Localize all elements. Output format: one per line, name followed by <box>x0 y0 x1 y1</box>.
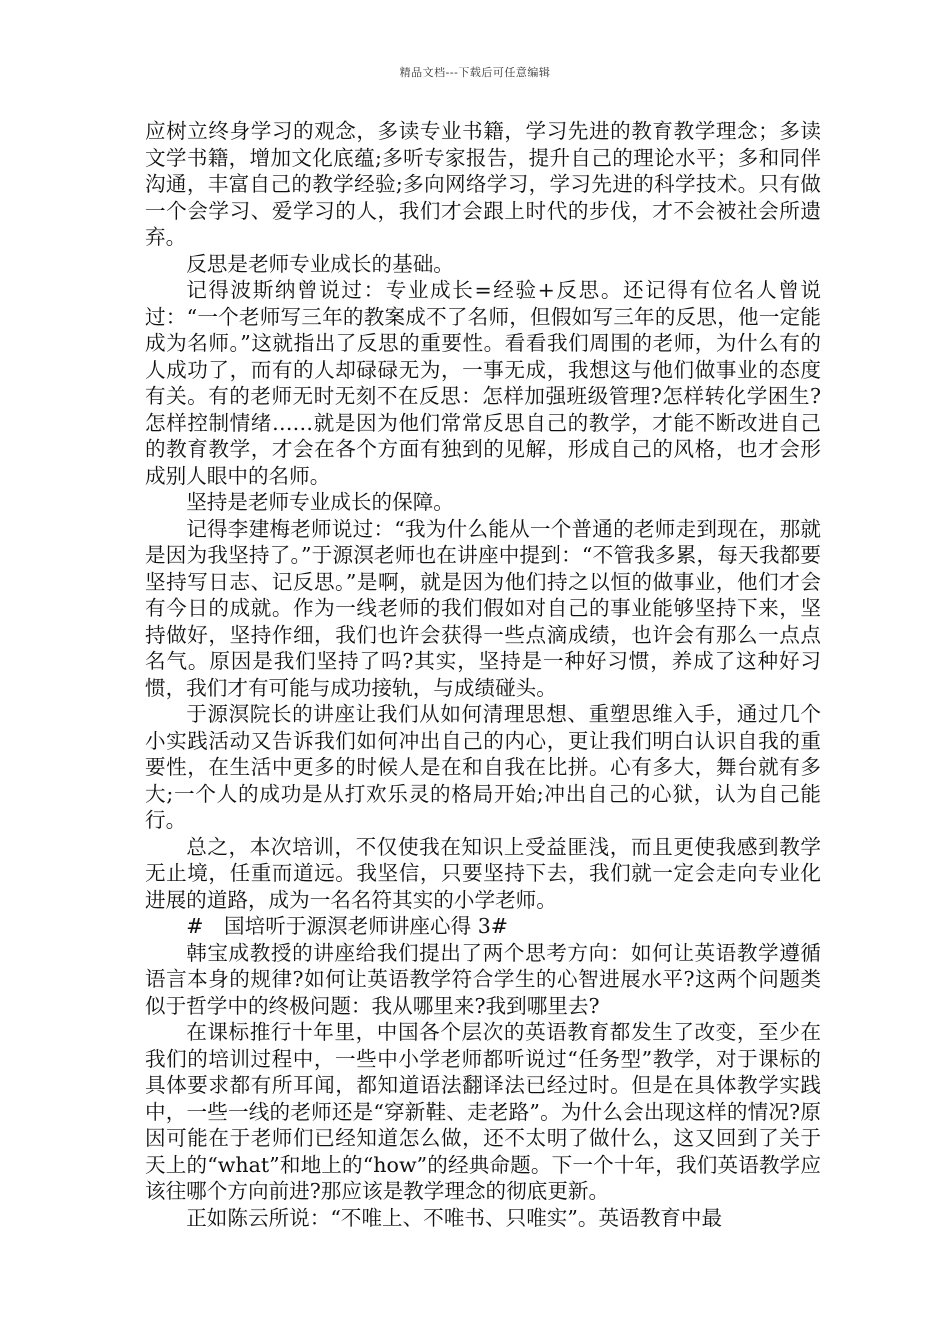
paragraph: 在课标推行十年里，中国各个层次的英语教育都发生了改变，至少在我们的培训过程中，一些中小学老师都听说过“任务型”教学，对于课标的具体要求都有所耳闻，都知道语法翻译法已经过时。但是在具体教学实践中，一些一线的老师还是“穿新鞋、走老路”。为什么会出现这样的情况?原因可能在于老师们已经知道怎么做，还不太明了做什么，这又回到了关于天上的“what”和地上的“how”的经典命题。下一个十年，我们英语教学应该往哪个方向前进?那应该是教学理念的彻底更新。 <box>145 1020 821 1203</box>
section-heading: # 国培听于源溟老师讲座心得 3# <box>186 914 509 938</box>
document-body <box>145 118 821 1231</box>
paragraph: 坚持是老师专业成长的保障。 <box>186 490 454 514</box>
paragraph: 正如陈云所说：“不唯上、不唯书、只唯实”。英语教育中最 <box>186 1205 723 1230</box>
paragraph: 韩宝成教授的讲座给我们提出了两个思考方向：如何让英语教学遵循语言本身的规律?如何让英语教学符合学生的心智进展水平?这两个问题类似于哲学中的终极问题：我从哪里来?我到哪里去? <box>145 940 821 1018</box>
paragraph: 总之，本次培训，不仅使我在知识上受益匪浅，而且更使我感到教学无止境，任重而道远。我坚信，只要坚持下去，我们就一定会走向专业化进展的道路，成为一名名符其实的小学老师。 <box>145 834 821 912</box>
paragraph: 应树立终身学习的观念，多读专业书籍，学习先进的教育教学理念；多读文学书籍，增加文化底蕴;多听专家报告，提升自己的理论水平；多和同伴沟通，丰富自己的教学经验;多向网络学习，学习先进的科学技术。只有做一个会学习、爱学习的人，我们才会跟上时代的步伐，才不会被社会所遗弃。 <box>145 119 821 249</box>
paragraph: 记得李建梅老师说过：“我为什么能从一个普通的老师走到现在，那就是因为我坚持了。”于源溟老师也在讲座中提到：“不管我多累，每天我都要坚持写日志、记反思。”是啊，就是因为他们持之以恒的做事业，他们才会有今日的成就。作为一线老师的我们假如对自己的事业能够坚持下来，坚持做好，坚持作细，我们也许会获得一些点滴成绩，也许会有那么一点点名气。原因是我们坚持了吗?其实，坚持是一种好习惯，养成了这种好习惯，我们才有可能与成功接轨，与成绩碰头。 <box>145 516 821 700</box>
page-header: 精品文档---下载后可任意编辑 <box>399 66 551 79</box>
paragraph: 反思是老师专业成长的基础。 <box>186 251 454 276</box>
paragraph: 于源溟院长的讲座让我们从如何清理思想、重塑思维入手，通过几个小实践活动又告诉我们如何冲出自己的内心，更让我们明白认识自我的重要性，在生活中更多的时候人是在和自我在比拼。心有多大，舞台就有多大;一个人的成功是从打欢乐灵的格局开始;冲出自己的心狱，认为自己能行。 <box>145 702 821 832</box>
paragraph: 记得波斯纳曾说过：专业成长=经验+反思。还记得有位名人曾说过：“一个老师写三年的教案成不了名师，但假如写三年的反思，他一定能成为名师。”这就指出了反思的重要性。看看我们周围的老师，为什么有的人成功了，而有的人却碌碌无为，一事无成，我想这与他们做事业的态度有关。有的老师无时无刻不在反思：怎样加强班级管理?怎样转化学困生?怎样控制情绪……就是因为他们常常反思自己的教学，才能不断改进自己的教育教学，才会在各个方面有独到的见解，形成自己的风格，也才会形成别人眼中的名师。 <box>145 278 821 488</box>
